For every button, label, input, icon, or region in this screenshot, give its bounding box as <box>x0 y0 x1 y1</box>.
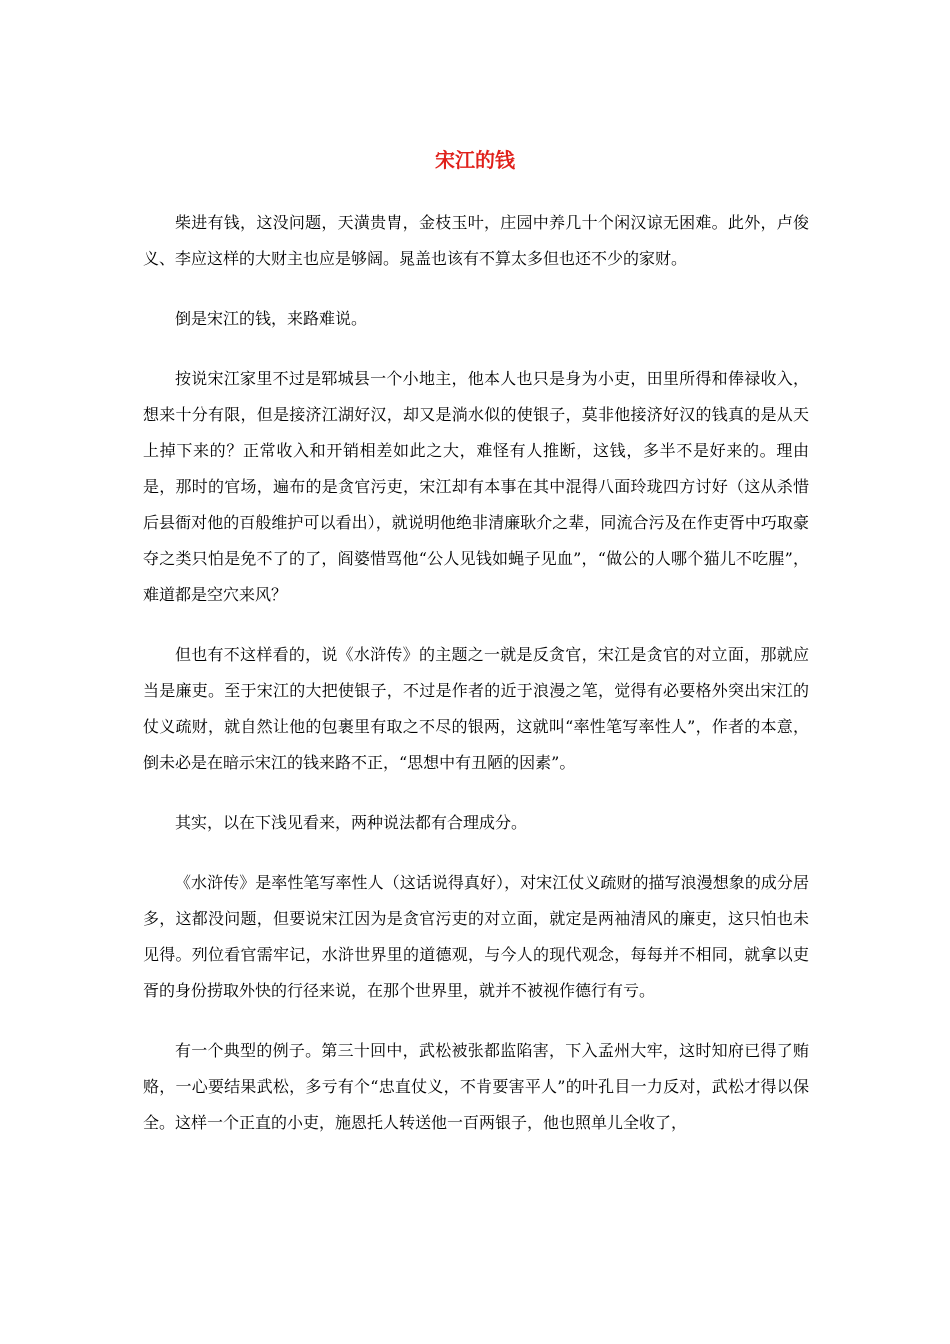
paragraph: 《水浒传》是率性笔写率性人（这话说得真好），对宋江仗义疏财的描写浪漫想象的成分居多，这都没问题，但要说宋江因为是贪官污吏的对立面，就定是两袖清风的廉吏，这只怕也未见得。列位看官需牢记，水浒世界里的道德观，与今人的现代观念，每每并不相同，就拿以吏胥的身份捞取外快的行径来说，在那个世界里，就并不被视作德行有亏。 <box>143 873 809 1000</box>
paragraph: 倒是宋江的钱，来路难说。 <box>175 309 368 328</box>
paragraph: 按说宋江家里不过是郓城县一个小地主，他本人也只是身为小吏，田里所得和俸禄收入，想来十分有限，但是接济江湖好汉，却又是淌水似的使银子，莫非他接济好汉的钱真的是从天上掉下来的？正常收入和开销相差如此之大，难怪有人推断，这钱，多半不是好来的。理由是，那时的官场，遍布的是贪官污吏，宋江却有本事在其中混得八面玲珑四方讨好（这从杀惜后县衙对他的百般维护可以看出），就说明他绝非清廉耿介之辈，同流合污及在作吏胥中巧取豪夺之类只怕是免不了的了，阎婆惜骂他“公人见钱如蝇子见血”，“做公的人哪个猫儿不吃腥”，难道都是空穴来风？ <box>143 369 809 604</box>
document-body <box>143 205 809 1165</box>
paragraph: 但也有不这样看的，说《水浒传》的主题之一就是反贪官，宋江是贪官的对立面，那就应当是廉吏。至于宋江的大把使银子，不过是作者的近于浪漫之笔，觉得有必要格外突出宋江的仗义疏财，就自然让他的包裹里有取之不尽的银两，这就叫“率性笔写率性人”，作者的本意，倒未必是在暗示宋江的钱来路不正，“思想中有丑陋的因素”。 <box>143 645 809 772</box>
document-title: 宋江的钱 <box>435 148 515 172</box>
paragraph: 柴进有钱，这没问题，天潢贵胄，金枝玉叶，庄园中养几十个闲汉谅无困难。此外，卢俊义、李应这样的大财主也应是够阔。晁盖也该有不算太多但也还不少的家财。 <box>143 213 809 268</box>
paragraph: 其实，以在下浅见看来，两种说法都有合理成分。 <box>175 813 528 832</box>
paragraph: 有一个典型的例子。第三十回中，武松被张都监陷害，下入孟州大牢，这时知府已得了贿赂，一心要结果武松，多亏有个“忠直仗义，不肯要害平人”的叶孔目一力反对，武松才得以保全。这样一个正直的小吏，施恩托人转送他一百两银子，他也照单儿全收了， <box>143 1041 809 1132</box>
